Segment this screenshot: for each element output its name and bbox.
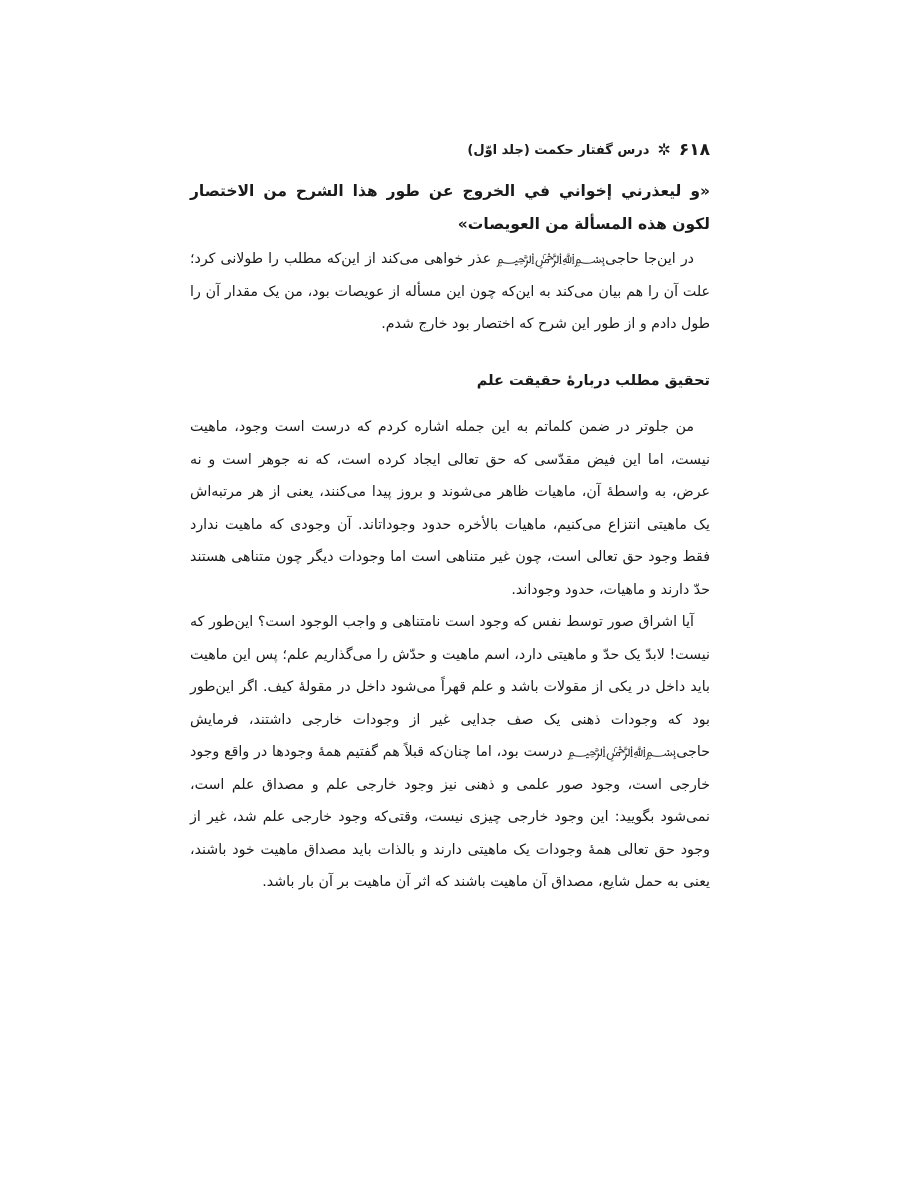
running-header <box>190 137 710 163</box>
arabic-quote: «و ليعذرني إخواني في الخروج عن طور هذا الشرح من الاختصار لكون هذه المسألة من العويصات» <box>190 182 710 233</box>
body-paragraph: من جلوتر در ضمن کلماتم به این جمله اشاره کردم که درست است وجود، ماهیت نیست، اما این فیض مقدّسی که حق تعالی ایجاد کرده است، که نه جوهر است و نه عرض، به واسطهٔ آن، ماهیات ظاهر می‌شوند و بروز پیدا می‌کنند، یعنی از هر مرتبه‌اش یک ماهیتی انتزاع می‌کنیم، ماهیات بالأخره حدود وجوداتاند. آن وجودی که ماهیت ندارد فقط وجود حق تعالی است، چون غیر متناهی است اما وجودات دیگر چون متناهی هستند حدّ دارند و ماهیات، حدود وجوداند. <box>190 419 710 598</box>
book-title: درس گفتار حکمت (جلد اوّل) <box>467 142 650 158</box>
section-heading: تحقیق مطلب دربارهٔ حقیقت علم <box>476 373 710 389</box>
page-number: ۶۱۸ <box>678 140 710 160</box>
body-text <box>190 411 710 899</box>
intro-text <box>190 243 710 341</box>
star-ornament-icon: ✲ <box>657 140 671 159</box>
intro-paragraph: در این‌جا حاجی‌﷽ عذر خواهی می‌کند از این‌که مطلب را طولانی کرد؛ علت آن را هم بیان می‌کند به این‌که چون این مسأله از عویصات بود، من یک مقدار آن را طول دادم و از طور این شرح که اختصار بود خارج شدم. <box>190 251 710 332</box>
body-paragraph: آیا اشراق صور توسط نفس که وجود است نامتناهی و واجب الوجود است؟ این‌طور که نیست! لابدّ یک حدّ و ماهیتی دارد، اسم ماهیت و حدّش را می‌گذاریم علم؛ پس این ماهیت باید داخل در یکی از مقولات باشد و علم قهراً می‌شود داخل در مقولهٔ کیف. اگر این‌طور بود که وجودات ذهنی یک صف جدایی غیر از وجودات خارجی داشتند، فرمایش حاجی‌﷽ درست بود، اما چنان‌که قبلاً هم گفتیم همهٔ وجودها در واقع وجود خارجی است، وجود صور علمی و ذهنی نیز وجود خارجی علم و مصداق علم است، نمی‌شود بگویید: این وجود خارجی چیزی نیست، وقتی‌که وجود خارجی علم شد، غیر از وجود حق تعالی همهٔ وجودات یک ماهیتی دارند و بالذات باید مصداق ماهیت خود باشند، یعنی به حمل شایع، مصداق آن ماهیت باشند که اثر آن ماهیت بر آن بار باشد. <box>190 614 710 890</box>
